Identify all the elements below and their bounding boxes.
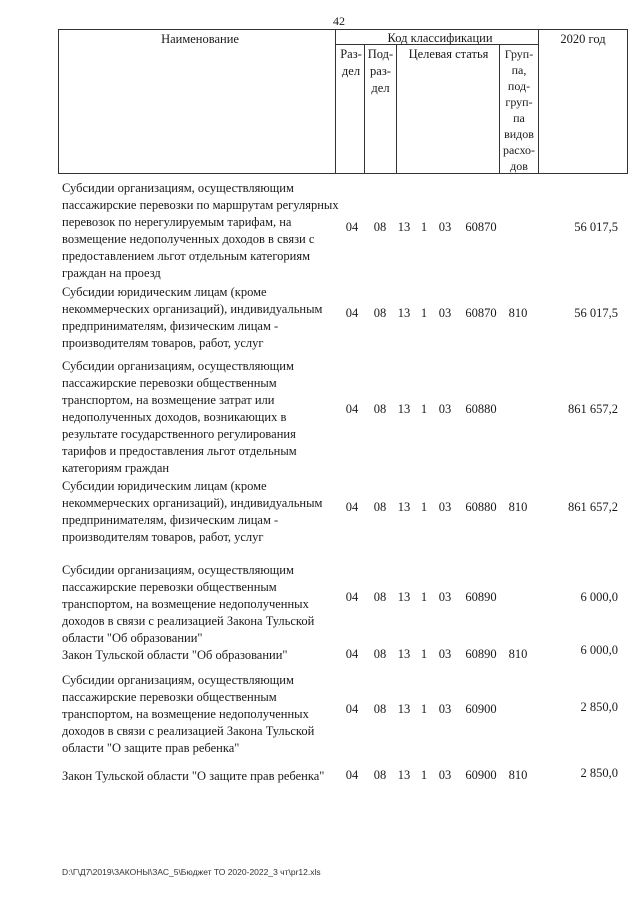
cell-vid: 810 <box>508 768 528 782</box>
header-divider <box>396 44 397 174</box>
cell-target-4: 60880 <box>465 402 497 416</box>
cell-amount: 2 850,0 <box>580 766 618 780</box>
cell-vid: 810 <box>508 306 528 320</box>
header-target-article: Целевая статья <box>408 47 489 61</box>
cell-podrazdel: 08 <box>373 702 387 716</box>
cell-target-3: 03 <box>438 500 452 514</box>
cell-target-2: 1 <box>420 220 428 234</box>
cell-target-4: 60900 <box>465 768 497 782</box>
cell-target-4: 60890 <box>465 647 497 661</box>
cell-razdel: 04 <box>345 768 359 782</box>
cell-amount: 6 000,0 <box>580 590 618 604</box>
row-name: Субсидии юридическим лицам (кроме некоммерческих организаций), индивидуальным предпринимателям, физическим лицам - производителям товаров, работ, услуг <box>62 479 323 544</box>
cell-target-1: 13 <box>397 590 411 604</box>
cell-razdel: 04 <box>345 702 359 716</box>
cell-amount: 56 017,5 <box>574 220 618 234</box>
cell-razdel: 04 <box>345 306 359 320</box>
cell-target-4: 60880 <box>465 500 497 514</box>
cell-target-2: 1 <box>420 500 428 514</box>
cell-target-2: 1 <box>420 306 428 320</box>
header-name: Наименование <box>161 32 239 46</box>
cell-amount: 6 000,0 <box>580 643 618 657</box>
page-number: 42 <box>333 14 345 28</box>
cell-target-3: 03 <box>438 402 452 416</box>
cell-target-3: 03 <box>438 306 452 320</box>
row-name: Субсидии организациям, осуществляющим пассажирские перевозки по маршрутам регулярных перевозок по нерегулируемым тарифам, на возмещение недополученных доходов в связи с предоставлением льгот отдельным категориям граждан на проезд <box>62 181 339 280</box>
row-name: Субсидии организациям, осуществляющим пассажирские перевозки общественным транспортом, на возмещение недополученных доходов в связи с реализацией Закона Тульской области "Об образовании" <box>62 563 315 645</box>
row-name: Субсидии организациям, осуществляющим пассажирские перевозки общественным транспортом, на возмещение недополученных доходов в связи с реализацией Закона Тульской области "О защите прав ребенка" <box>62 673 315 755</box>
cell-razdel: 04 <box>345 402 359 416</box>
cell-target-1: 13 <box>397 500 411 514</box>
cell-target-1: 13 <box>397 768 411 782</box>
header-divider <box>335 29 336 174</box>
cell-amount: 861 657,2 <box>568 402 618 416</box>
cell-podrazdel: 08 <box>373 647 387 661</box>
cell-target-2: 1 <box>420 702 428 716</box>
cell-target-1: 13 <box>397 220 411 234</box>
row-name: Субсидии организациям, осуществляющим пассажирские перевозки общественным транспортом, на возмещение затрат или недополученных доходов, возникающих в результате государственного регулирования тарифов и предоставления льгот отдельным категориям граждан <box>62 359 297 475</box>
cell-target-1: 13 <box>397 402 411 416</box>
cell-target-2: 1 <box>420 768 428 782</box>
cell-target-3: 03 <box>438 647 452 661</box>
row-name: Закон Тульской области "О защите прав ребенка" <box>62 769 325 783</box>
cell-amount: 56 017,5 <box>574 306 618 320</box>
cell-target-3: 03 <box>438 220 452 234</box>
cell-razdel: 04 <box>345 590 359 604</box>
header-section: Раз- дел <box>340 47 362 78</box>
cell-target-3: 03 <box>438 590 452 604</box>
header-expense-type: Груп- па, под- груп- па видов расхо- дов <box>502 47 536 173</box>
cell-vid: 810 <box>508 647 528 661</box>
cell-razdel: 04 <box>345 220 359 234</box>
cell-target-4: 60870 <box>465 306 497 320</box>
cell-amount: 861 657,2 <box>568 500 618 514</box>
header-subsection: Под- раз- дел <box>367 47 394 95</box>
cell-target-3: 03 <box>438 702 452 716</box>
header-year: 2020 год <box>560 32 606 46</box>
cell-target-1: 13 <box>397 702 411 716</box>
cell-podrazdel: 08 <box>373 590 387 604</box>
header-divider <box>538 29 539 174</box>
cell-amount: 2 850,0 <box>580 700 618 714</box>
cell-razdel: 04 <box>345 500 359 514</box>
cell-vid: 810 <box>508 500 528 514</box>
cell-target-2: 1 <box>420 590 428 604</box>
cell-target-1: 13 <box>397 306 411 320</box>
cell-razdel: 04 <box>345 647 359 661</box>
cell-target-2: 1 <box>420 402 428 416</box>
cell-podrazdel: 08 <box>373 306 387 320</box>
cell-podrazdel: 08 <box>373 220 387 234</box>
cell-target-4: 60870 <box>465 220 497 234</box>
file-path-footer: D:\Г\Д7\2019\ЗАКОНЫ\ЗАС_5\Бюджет ТО 2020-2022_3 чт\pr12.xls <box>62 867 321 877</box>
cell-target-2: 1 <box>420 647 428 661</box>
row-name: Субсидии юридическим лицам (кроме некоммерческих организаций), индивидуальным предпринимателям, физическим лицам - производителям товаров, работ, услуг <box>62 285 323 350</box>
cell-target-4: 60890 <box>465 590 497 604</box>
cell-target-1: 13 <box>397 647 411 661</box>
cell-target-3: 03 <box>438 768 452 782</box>
cell-podrazdel: 08 <box>373 402 387 416</box>
cell-target-4: 60900 <box>465 702 497 716</box>
cell-podrazdel: 08 <box>373 500 387 514</box>
row-name: Закон Тульской области "Об образовании" <box>62 648 288 662</box>
header-code-group: Код классификации <box>387 31 493 45</box>
cell-podrazdel: 08 <box>373 768 387 782</box>
